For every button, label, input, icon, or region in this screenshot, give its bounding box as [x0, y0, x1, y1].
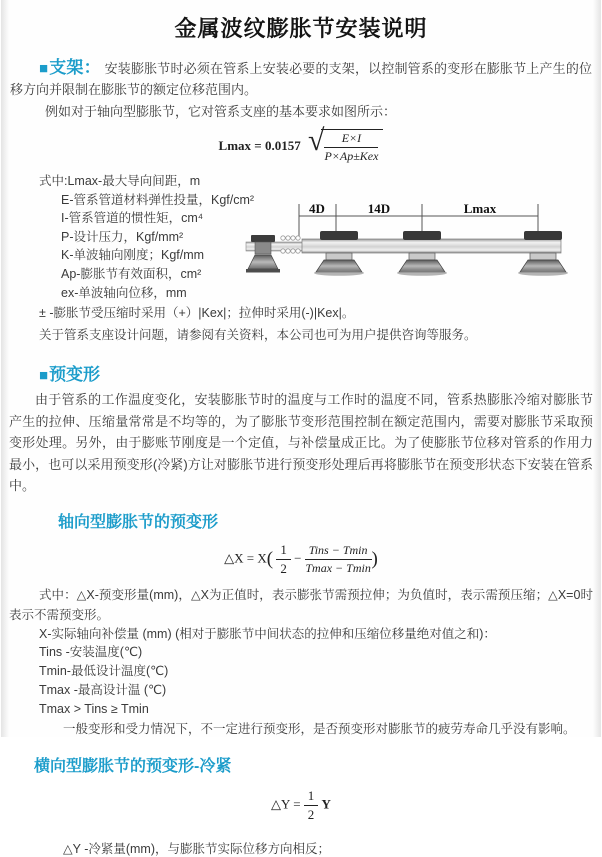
lmax-fraction-numerator: E×I — [324, 131, 378, 148]
temperature-line: Tmin-最低设计温度(℃) — [39, 664, 169, 679]
temperature-fraction-numerator: Tins − Tmin — [305, 543, 372, 560]
temperature-inequality: Tmax > Tins ≥ Tmin — [39, 701, 149, 716]
minus-sign: − — [294, 550, 302, 566]
half-fraction — [276, 542, 291, 577]
half-fraction — [304, 788, 319, 823]
predeform-section-heading — [39, 360, 601, 385]
guide-support — [518, 231, 568, 276]
dimension-label-lmax: Lmax — [463, 201, 497, 216]
half-numerator: 1 — [304, 788, 319, 806]
definition-line: ex-单波轴向位移，mm — [61, 285, 187, 300]
support-intro-paragraph — [10, 57, 592, 100]
definition-line: I-管系管道的惯性矩，cm⁴ — [61, 211, 204, 226]
definition-line: E-管系管道材料弹性投量，Kgf/cm² — [61, 192, 255, 207]
definition-line: 式中:Lmax-最大导向间距，m — [39, 174, 201, 188]
pipe-support-diagram — [246, 200, 602, 300]
guide-support — [397, 231, 447, 276]
lateral-formula — [1, 788, 601, 823]
half-denominator: 2 — [307, 806, 315, 822]
definitions-and-diagram — [1, 172, 601, 302]
lmax-formula — [1, 124, 601, 164]
x-definition: X-实际轴向补偿量 (mm) (相对于膨胀节中间状态的拉伸和压缩位移量绝对值之和)： — [39, 626, 496, 641]
radical-sign: √ — [307, 124, 325, 157]
page-title: 金属波纹膨胀节安装说明 — [174, 16, 428, 41]
predeform-paragraph: 由于管系的工作温度变化，安装膨胀节时的温度与工作时的温度不同，管系热膨胀冷缩对膨胀节产生的拉伸、压缩量常常是不均等的，为了膨胀节变形范围控制在额定范围内，需要对膨胀节采取预变形处理。另外，由于膨账节刚度是一个定值，与补偿量成正比。为了使膨胀节位移对管系的作用力最小，也可以采用预变形(冷紧)方让对膨胀节进行预变形处理后再将膨胀节在预变形状态下安装在管系中。 — [9, 392, 593, 494]
lateral-formula-lhs: △Y = — [271, 796, 301, 812]
definition-line: Ap-膨胀节有效面积，cm² — [61, 266, 202, 281]
support-section-heading: 支架： — [49, 58, 101, 77]
lmax-formula-lhs: Lmax = 0.0157 — [218, 138, 301, 153]
definition-line: K-单波轴向刚度；Kgf/mm — [61, 248, 205, 263]
left-page-edge — [1, 0, 9, 737]
temperature-fraction-denominator: Tmax − Tmin — [305, 560, 371, 575]
axial-subheading: 轴向型膨胀节的预变形 — [58, 513, 219, 531]
open-paren: ( — [266, 548, 274, 570]
pipe — [302, 239, 561, 253]
coldpull-note: △Y -冷紧量(mm)，与膨胀节实际位移方向相反； — [63, 841, 331, 856]
half-denominator: 2 — [280, 560, 287, 576]
axial-formula-lhs: △X = X — [224, 550, 267, 566]
lateral-subheading: 横向型膨胀节的预变形-冷紧 — [34, 757, 232, 775]
axial-formula-explanation: 式中：△X-预变形量(mm)，△X为正值时，表示膨张节需预拉伸；为负值时，表示需预压缩；△X=0时表示不需预变形。 — [9, 587, 593, 622]
temperature-line: Tins -安装温度(℃) — [39, 645, 143, 660]
temperature-fraction — [305, 543, 372, 576]
right-page-edge — [593, 0, 601, 737]
dimension-label-4d: 4D — [309, 201, 325, 216]
anchor-support — [246, 235, 304, 273]
section-bullet-icon: ■ — [39, 60, 49, 77]
lmax-fraction-denominator: P×Ap±Kex — [324, 149, 379, 163]
axial-formula — [1, 542, 601, 577]
lateral-formula-rhs: Y — [321, 796, 331, 812]
predeform-heading-text: 预变形 — [49, 365, 101, 385]
section-bullet-icon: ■ — [39, 367, 49, 385]
guide-support — [314, 231, 364, 276]
support-intro-text: 安装膨胀节时必须在管系上安装必要的支架，以控制管系的变形在膨胀节上产生的位移方向并限制在膨胀节的额定位移范围内。 — [10, 61, 593, 97]
lmax-fraction — [324, 131, 378, 164]
dimension-label-14d: 14D — [367, 201, 391, 216]
sqrt-radical — [307, 124, 383, 164]
support-example-line: 例如对于轴向型膨胀节，它对管系支座的基本要求如图所示： — [45, 104, 397, 119]
temperature-line: Tmax -最高设计温 (℃) — [39, 683, 167, 698]
close-paren: ) — [371, 548, 378, 570]
consult-note: 关于管系支座设计问题，请参阅有关资料，本公司也可为用户提供咨询等服务。 — [39, 327, 477, 342]
definition-line: P-设计压力，Kgf/mm² — [61, 229, 184, 244]
document-page — [1, 0, 601, 856]
fatigue-note: 一般变形和受力情况下，不一定进行预变形，是否预变形对膨胀节的疲劳寿命几乎没有影响。 — [63, 721, 576, 736]
plusminus-note: ± -膨胀节受压缩时采用（+）|Kex|；拉伸时采用(-)|Kex|。 — [39, 306, 355, 321]
half-numerator: 1 — [276, 542, 291, 560]
